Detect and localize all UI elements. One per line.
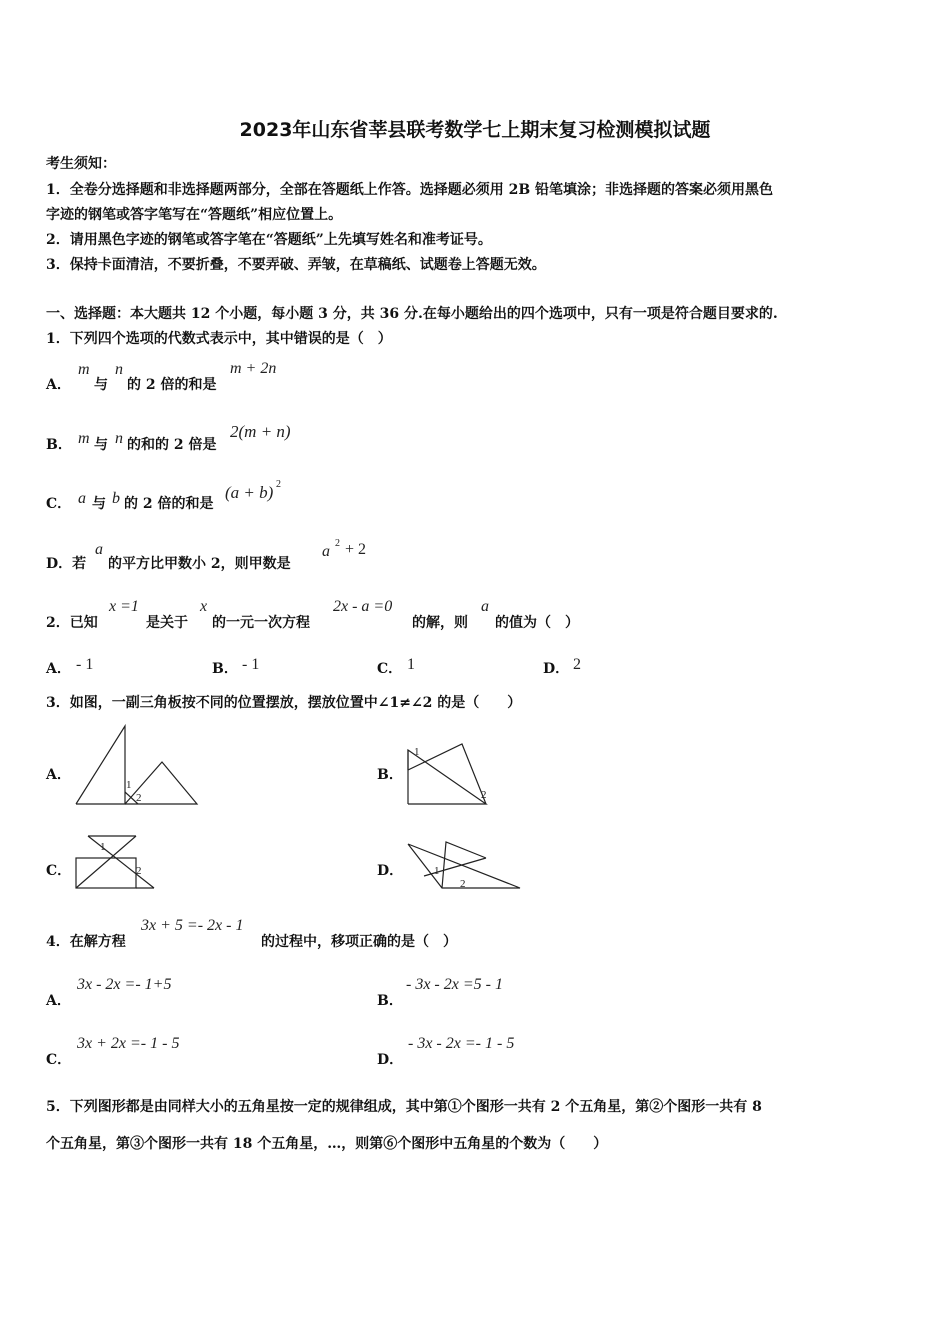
q2-math-2: x	[200, 598, 208, 615]
q1-option-c-label: C．	[46, 496, 72, 512]
angle-1-label: 1	[100, 841, 106, 853]
q1-c-var-b: b	[112, 490, 120, 507]
q1-d-expr-2: + 2	[345, 541, 367, 558]
q3-option-d-label: D．	[377, 863, 404, 879]
q4-equation: 3x + 5 =- 2x - 1	[141, 917, 244, 934]
q2-text-5: 的值为（ ）	[495, 615, 579, 631]
q1-a-text-2: 的 2 倍的和是	[127, 377, 217, 393]
q5-line-1: 5．下列图形都是由同样大小的五角星按一定的规律组成，其中第①个图形一共有 2 个五角星，第②个图形一共有 8	[46, 1099, 762, 1115]
q2-option-b-label: B．	[212, 661, 238, 677]
q1-b-text: 与	[94, 437, 108, 453]
angle-2-label: 2	[460, 878, 466, 890]
q5-line-2: 个五角星，第③个图形一共有 18 个五角星，…，则第⑥个图形中五角星的个数为（ ）	[46, 1136, 608, 1152]
q3-figure-d	[402, 836, 527, 894]
q1-c-exponent: 2	[276, 479, 281, 490]
q3-stem: 3．如图，一副三角板按不同的位置摆放，摆放位置中∠1≠∠2 的是（ ）	[46, 695, 522, 711]
q1-d-exponent: 2	[335, 538, 340, 549]
angle-2-label: 2	[136, 792, 142, 804]
q1-b-var-m: m	[78, 430, 90, 447]
q1-stem: 1．下列四个选项的代数式表示中，其中错误的是（ ）	[46, 331, 392, 347]
q2-text-4: 的解，则	[412, 615, 468, 631]
angle-2-label: 2	[481, 789, 487, 801]
q1-a-var-n: n	[115, 361, 123, 378]
q1-a-var-m: m	[78, 361, 90, 378]
angle-1-label: 1	[414, 746, 420, 758]
q1-a-expr: m + 2n	[230, 360, 277, 377]
q2-option-c-label: C．	[377, 661, 403, 677]
q2-math-3: 2x - a =0	[333, 598, 393, 615]
q1-b-expr: 2(m + n)	[230, 422, 291, 441]
q4-text-2: 的过程中，移项正确的是（ ）	[261, 934, 457, 950]
q4-option-c-label: C．	[46, 1052, 72, 1068]
angle-1-label: 1	[126, 779, 132, 791]
q2-option-c-value: 1	[407, 656, 415, 673]
q1-option-a-label: A．	[46, 377, 71, 393]
q1-d-text: 的平方比甲数小 2，则甲数是	[108, 556, 291, 572]
q2-option-b-value: - 1	[242, 656, 260, 673]
q1-option-d-label: D．若	[46, 556, 87, 572]
section-heading: 一、选择题：本大题共 12 个小题，每小题 3 分，共 36 分.在每小题给出的四个选项中，只有一项是符合题目要求的.	[46, 306, 778, 322]
q2-option-a-value: - 1	[76, 656, 94, 673]
q1-b-var-n: n	[115, 430, 123, 447]
q4-option-d-label: D．	[377, 1052, 404, 1068]
q1-d-expr: a	[322, 543, 330, 560]
q2-text-1: 2．已知	[46, 615, 98, 631]
q1-c-text-2: 的 2 倍的和是	[124, 496, 214, 512]
q2-option-d-label: D．	[543, 661, 570, 677]
q3-figure-b	[402, 740, 497, 808]
q3-figure-c	[70, 832, 160, 892]
q4-option-b-expr: - 3x - 2x =5 - 1	[406, 976, 503, 993]
page-title: 2023年山东省莘县联考数学七上期末复习检测模拟试题	[239, 119, 711, 141]
notice-item-1-line-1: 1．全卷分选择题和非选择题两部分，全部在答题纸上作答。选择题必须用 2B 铅笔填涂；非选择题的答案必须用黑色	[46, 182, 774, 198]
angle-2-label: 2	[136, 865, 142, 877]
q4-option-a-expr: 3x - 2x =- 1+5	[77, 976, 172, 993]
q2-math-1: x =1	[109, 598, 139, 615]
q2-math-4: a	[481, 598, 489, 615]
q1-option-b-label: B．	[46, 437, 72, 453]
q1-d-var-a: a	[95, 541, 103, 558]
q4-option-a-label: A．	[46, 993, 71, 1009]
q3-figure-a	[70, 722, 205, 808]
q3-option-b-label: B．	[377, 767, 403, 783]
q2-option-a-label: A．	[46, 661, 71, 677]
q3-option-a-label: A．	[46, 767, 71, 783]
q4-option-c-expr: 3x + 2x =- 1 - 5	[77, 1035, 180, 1052]
notice-heading: 考生须知：	[46, 156, 116, 172]
q3-option-c-label: C．	[46, 863, 72, 879]
angle-1-label: 1	[434, 865, 440, 877]
q4-option-b-label: B．	[377, 993, 403, 1009]
notice-item-2: 2．请用黑色字迹的钢笔或答字笔在“答题纸”上先填写姓名和准考证号。	[46, 232, 492, 248]
q1-c-expr: (a + b)	[225, 483, 274, 502]
notice-item-1-line-2: 字迹的钢笔或答字笔写在“答题纸”相应位置上。	[46, 207, 343, 223]
q1-b-text-2: 的和的 2 倍是	[127, 437, 217, 453]
q1-c-var-a: a	[78, 490, 86, 507]
q1-c-text: 与	[92, 496, 106, 512]
q4-option-d-expr: - 3x - 2x =- 1 - 5	[408, 1035, 515, 1052]
q2-option-d-value: 2	[573, 656, 581, 673]
q1-a-text: 与	[94, 377, 108, 393]
notice-item-3: 3．保持卡面清洁，不要折叠，不要弄破、弄皱，在草稿纸、试题卷上答题无效。	[46, 257, 546, 273]
q4-text-1: 4．在解方程	[46, 934, 126, 950]
q2-text-2: 是关于	[146, 615, 188, 631]
q2-text-3: 的一元一次方程	[212, 615, 310, 631]
